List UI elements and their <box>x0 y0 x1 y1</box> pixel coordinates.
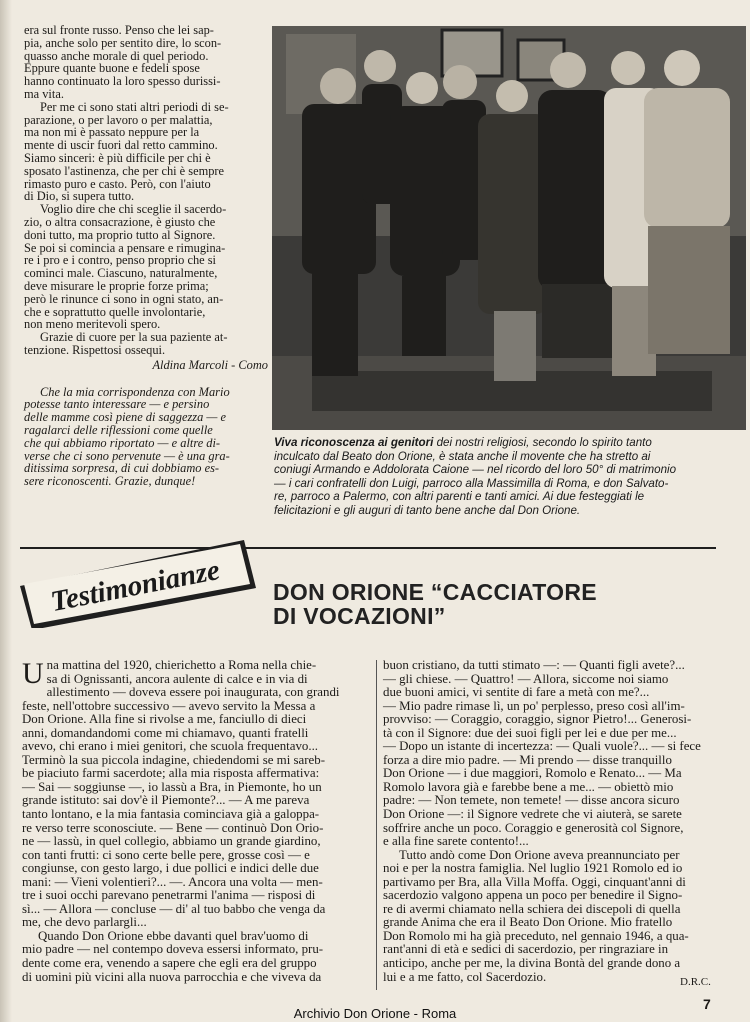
photo-caption: Viva riconoscenza ai genitori dei nostri religiosi, secondo lo spirito tanto inculcato dal Beato don Orione, è stata anche il movente che ha stretto ai coniugi Armando e Addolorata Caione — nel ricordo del loro 50° di matrimonio — i cari confratelli don Luigi, parroco alla Massimilla di Roma, e don Salvato- re, parroco a Palermo, con altri parenti e tanti amici. Ai due festeggiati le felicitazioni e gli auguri di tanto bene anche dal Don Orione. <box>274 436 677 517</box>
author-initials: D.R.C. <box>680 976 711 988</box>
letter-column <box>24 24 268 488</box>
drop-cap: U <box>22 657 44 690</box>
article-title: DON ORIONE “CACCIATORE DI VOCAZIONI” <box>273 579 597 629</box>
letter-paragraph-2: Per me ci sono stati altri periodi di se- parazione, o per lavoro o per malattia, ma non mi è passato neppure per la mente di uscir fuori dal retto cammino. Siamo sinceri: è più difficile per chi è sposato l'astinenza, che per chi è sempre rimasto puro e casto. Però, con l'aiuto di Dio, si supera tutto. <box>24 99 229 204</box>
group-photo-illustration <box>272 26 746 430</box>
caption-lead: Viva riconoscenza ai genitori <box>274 436 434 449</box>
section-badge <box>18 540 258 628</box>
editor-reply: Che la mia corrispondenza con Mario potesse tanto interessare — e persino delle mamme così piene di saggezza — e ragalarci delle riflessioni come quelle che qui abbiamo riportato — e altre di- verse che ci sono pervenute — è una gra- ditissima sorpresa, di cui dobbiamo es- sere riconoscenti. Grazie, dunque! <box>24 384 230 489</box>
group-photo <box>272 26 746 430</box>
article-column-1: U na mattina del 1920, chierichetto a Roma nella chie- sa di Ognissanti, ancora aulente di calce e in via di allestimento — doveva essere poi inaugurata, con grandi feste, nell'ottobre successivo — avevo servito la Messa a Don Orione. Alla fine si rivolse a me, fanciullo di dieci anni, domandandomi come mi chiamavo, quanti fratelli avevo, chi erano i miei genitori, che scuola frequentavo... Terminò la sua piccola indagine, chiedendomi se mi sareb- be piaciuto farmi sacerdote; alla mia risposta affermativa: — Sai — soggiunse —, io lassù a Bra, in Piemonte, ho un grande istituto: sai dov'è il Piemonte?... — A me pareva tanto lontano, e la mia fantasia cominciava già a galoppa- re verso terre sconosciute. — Bene — continuò Don Orio- ne — lassù, in quel collegio, abbiamo un grande giardino, con tanti frutti: ci sono certe belle pere, grosse così — e congiunse, con gesto largo, i due pollici e indici delle due mani: — Vieni volentieri?... —. Ancora una volta — men- tre i suoi occhi parevano penetrarmi l'anima — risposi di sì... — Allora — concluse — di' al tuo babbo che venga da me, che devo parlargli... Quando Don Orione ebbe davanti quel brav'uomo di mio padre — nel contempo doveva essersi informato, pru- dente come era, venendo a sapere che egli era del gruppo di uomini più vicini alla nuova parrocchia e che viveva da <box>22 657 340 984</box>
column-separator <box>376 660 377 990</box>
section-label: Testimonianze <box>48 554 223 619</box>
archive-footer: Archivio Don Orione - Roma <box>293 1006 457 1021</box>
page-edge-shadow <box>0 0 12 1022</box>
letter-signature: Aldina Marcoli - Como <box>152 357 268 372</box>
letter-paragraph-3: Voglio dire che chi sceglie il sacerdo- zio, o altra consacrazione, è giusto che doni tutto, ma proprio tutto al Signore. Se poi si comincia a pensare e rimugina- re i pro e i contro, penso proprio che si cominci male. Ciascuno, naturalmente, deve misurare le proprie forze prima; però le rinunce ci sono in ogni stato, an- che e soprattutto quelle involontarie, non meno meritevoli spero. <box>24 202 227 332</box>
page-number: 7 <box>703 996 711 1012</box>
letter-paragraph-4: Grazie di cuore per la sua paziente at- tenzione. Rispettosi ossequi. <box>24 330 228 357</box>
letter-paragraph-1: era sul fronte russo. Penso che lei sap- pia, anche solo per sentito dire, lo scon- quasso anche morale di quel periodo. Eppure quante buone e fedeli spose hanno continuato la loro spesso durissi- ma vita. <box>24 23 222 101</box>
article-column-2: buon cristiano, da tutti stimato —: — Quanti figli avete?... — gli chiese. — Quattro! — Allora, siccome noi siamo due buoni amici, vi sentite di fare a metà con me?... — Mio padre rimase lì, un po' perplesso, preso così all'im- provviso: — Coraggio, coraggio, signor Pietro!... Generosi- tà con il Signore: due dei suoi figli per lei e due per me... — Dopo un istante di incertezza: — Quali vuole?... — si fece forza a dire mio padre. — Mi prendo — disse tranquillo Don Orione — i due maggiori, Romolo e Renato... — Ma Romolo lavora già e farebbe bene a me... — obiettò mio padre: — Non temete, non temete! — disse ancora sicuro Don Orione —: il Signore vedrete che vi aiuterà, se sarete soffrire anche un poco. Coraggio e generosità col Signore, e alla fine sarete contento!... Tutto andò come Don Orione aveva preannunciato per noi e per la nostra famiglia. Nel luglio 1921 Romolo ed io partivamo per Bra, alla Villa Moffa. Oggi, cinquant'anni di sacerdozio valgono appena un poco per benedire il Signo- re di avermi chiamato nella schiera dei discepoli di quella grande Anima che era il Beato Don Orione. Mio fratello Don Romolo mi ha già preceduto, nel gennaio 1946, a qua- rant'anni di età e sedici di sacerdozio, per ringraziare in anticipo, anche per me, la divina Bontà del grande dono a lui e a me fatto, col Sacerdozio. <box>383 658 701 984</box>
